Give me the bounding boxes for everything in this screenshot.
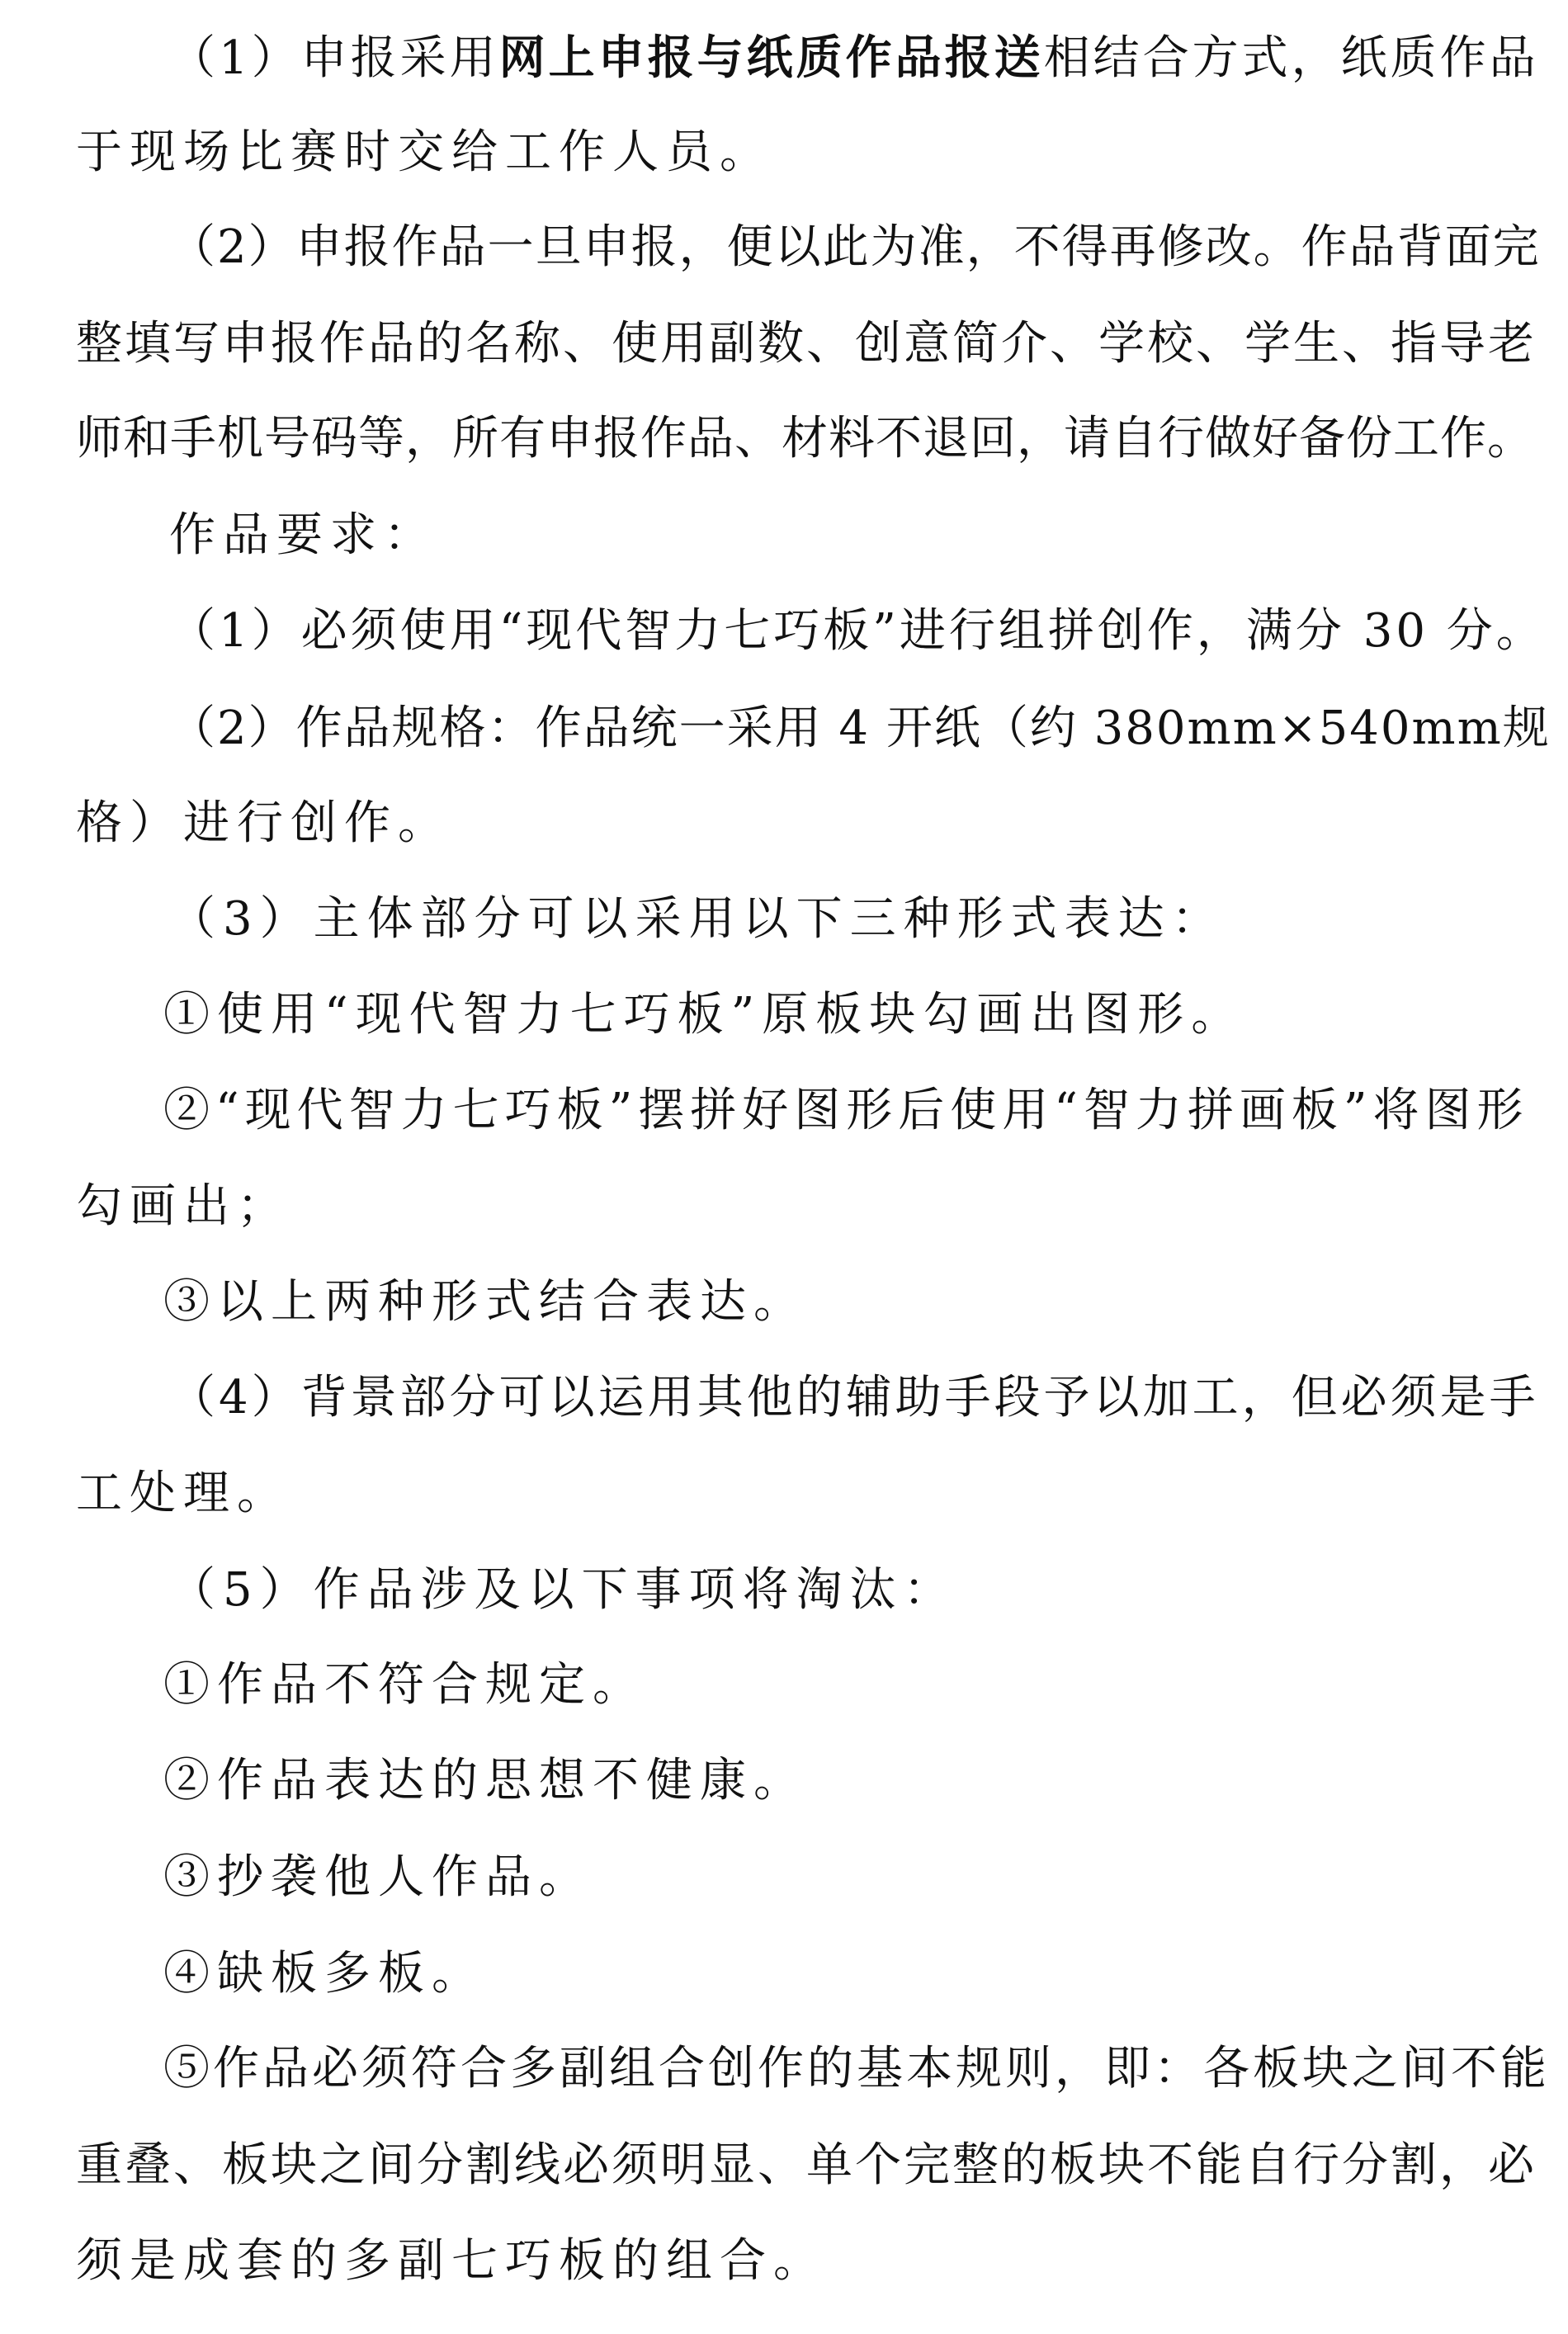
requirement-5-item-5-line-2: 重叠、板块之间分割线必须明显、单个完整的板块不能自行分割，必	[76, 2138, 1537, 2192]
requirement-3-item-1: ①使用“现代智力七巧板”原板块勾画出图形。	[163, 988, 1245, 1042]
requirement-3-item-2-line-2: 勾画出；	[76, 1179, 290, 1233]
requirement-5-item-1: ①作品不符合规定。	[163, 1658, 646, 1712]
requirement-1: （1）必须使用“现代智力七巧板”进行组拼创作，满分 30 分。	[169, 604, 1546, 658]
requirement-4-line-2: 工处理。	[76, 1467, 290, 1520]
paragraph-2-line-2: 整填写申报作品的名称、使用副数、创意简介、学校、学生、指导老	[76, 317, 1537, 371]
requirement-5-item-2: ②作品表达的思想不健康。	[163, 1754, 807, 1807]
requirement-3: （3）主体部分可以采用以下三种形式表达：	[169, 892, 1226, 946]
paragraph-2-line-3: 师和手机号码等，所有申报作品、材料不退回，请自行做好备份工作。	[76, 412, 1534, 465]
p1-text-a: （1）申报采用	[169, 31, 499, 85]
requirement-2-line-1: （2）作品规格：作品统一采用 4 开纸（约 380mm×540mm规	[169, 702, 1551, 755]
requirements-heading: 作品要求：	[169, 508, 437, 562]
requirement-5-item-5-line-3: 须是成套的多副七巧板的组合。	[76, 2234, 827, 2288]
requirement-5-item-5-line-1: ⑤作品必须符合多副组合创作的基本规则，即：各板块之间不能	[163, 2042, 1550, 2095]
requirement-5: （5）作品涉及以下事项将淘汰：	[169, 1563, 957, 1617]
p1-bold-text: 网上申报与纸质作品报送	[498, 31, 1044, 85]
requirement-3-item-2-line-1: ②“现代智力七巧板”摆拼好图形后使用“智力拼画板”将图形	[163, 1084, 1529, 1137]
p1-text-b: 相结合方式，纸质作品	[1043, 31, 1539, 85]
requirement-4-line-1: （4）背景部分可以运用其他的辅助手段予以加工，但必须是手	[169, 1371, 1539, 1424]
paragraph-2-line-1: （2）申报作品一旦申报，便以此为准，不得再修改。作品背面完	[169, 220, 1541, 274]
requirement-5-item-4: ④缺板多板。	[163, 1947, 485, 2001]
requirement-3-item-3: ③以上两种形式结合表达。	[163, 1275, 807, 1329]
requirement-2-line-2: 格）进行创作。	[76, 796, 451, 850]
paragraph-1-line-2: 于现场比赛时交给工作人员。	[76, 125, 773, 179]
paragraph-1-line-1	[169, 31, 1539, 85]
requirement-5-item-3: ③抄袭他人作品。	[163, 1850, 593, 1904]
